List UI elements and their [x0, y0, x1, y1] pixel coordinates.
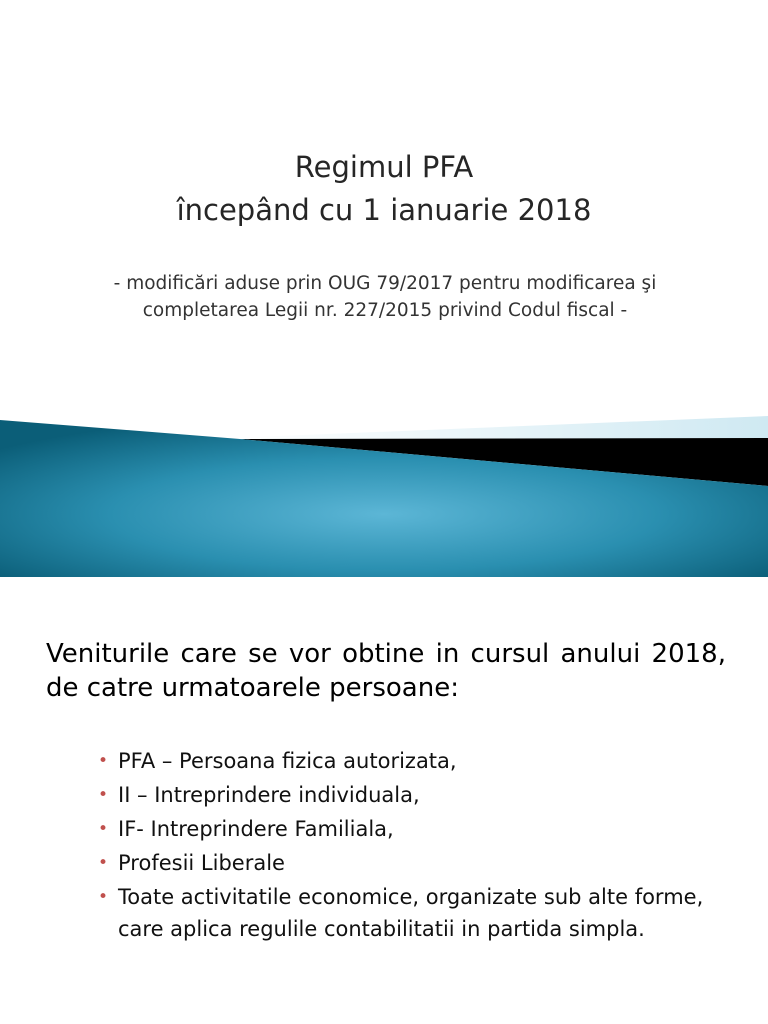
bullet-icon: •	[98, 819, 109, 839]
subtitle-line-2: completarea Legii nr. 227/2015 privind Codul fiscal -	[142, 300, 628, 321]
bullet-icon: •	[98, 751, 109, 771]
subtitle-line-1: - modificări aduse prin OUG 79/2017 pentru modificarea şi	[113, 273, 657, 294]
bullet-list	[98, 745, 738, 947]
title-line-2: începând cu 1 ianuarie 2018	[176, 193, 592, 227]
list-item	[98, 779, 738, 811]
list-item	[98, 745, 738, 777]
list-item	[98, 881, 738, 945]
bullet-icon: •	[98, 853, 109, 873]
title-line-1: Regimul PFA	[294, 150, 474, 184]
list-item	[98, 847, 738, 879]
bullet-icon: •	[98, 785, 109, 805]
band-pale-strip	[230, 416, 768, 440]
bullet-icon: •	[98, 887, 109, 907]
list-item-text: Toate activitatile economice, organizate sub alte forme, care aplica regulile contabilitatii in partida simpla.	[118, 885, 704, 941]
lead-paragraph: Veniturile care se vor obtine in cursul anului 2018, de catre urmatoarele persoane:	[46, 639, 726, 703]
content-slide	[0, 577, 768, 1024]
list-item-text: PFA – Persoana fizica autorizata,	[118, 749, 457, 773]
list-item-text: II – Intreprindere individuala,	[118, 783, 420, 807]
slide-subtitle	[60, 270, 710, 324]
list-item	[98, 813, 738, 845]
slide-title	[0, 146, 768, 232]
decorative-band	[0, 410, 768, 577]
list-item-text: Profesii Liberale	[118, 851, 285, 875]
list-item-text: IF- Intreprindere Familiala,	[118, 817, 394, 841]
